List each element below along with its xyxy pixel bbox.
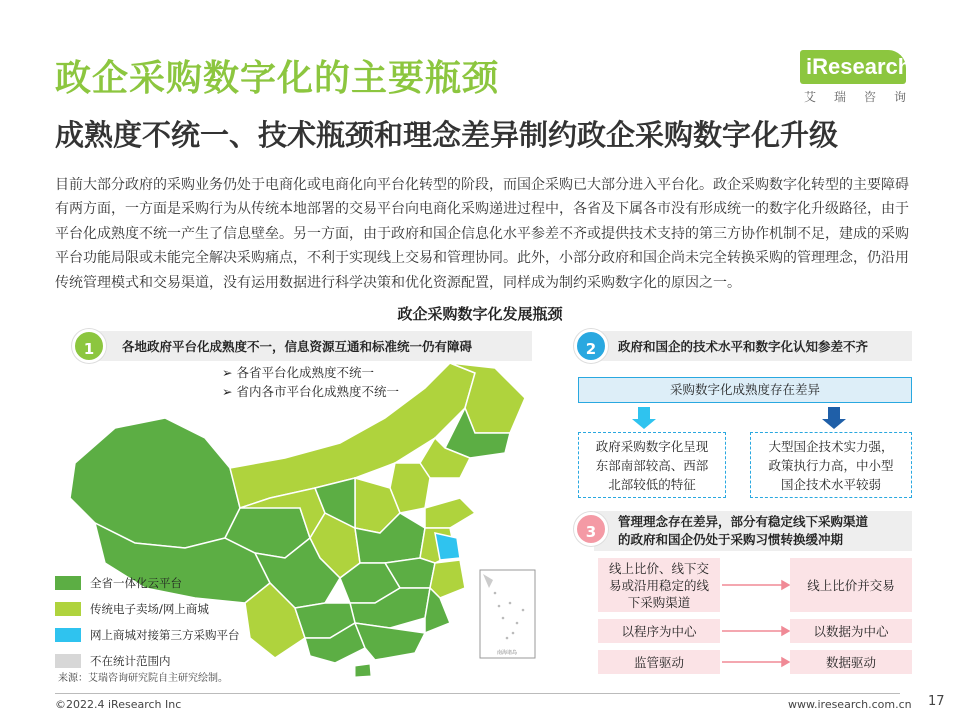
map-region-shandong [425,498,475,528]
footer-website: www.iresearch.com.cn [788,698,912,711]
data-driven-box: 数据驱动 [790,650,912,674]
legend-item: 传统电子卖场/网上商城 [55,596,240,622]
legend-item: 网上商城对接第三方采购平台 [55,622,240,648]
chart-title: 政企采购数字化发展瓶颈 [397,305,563,323]
legend-swatch [55,602,81,616]
legend-item: 全省一体化云平台 [55,570,240,596]
data-center-box: 以数据为中心 [790,619,912,643]
map-inset-label: 南海诸岛 [496,650,518,656]
map-region-west [70,418,240,548]
section2-banner [594,331,912,361]
footer-copyright: ©2022.4 iResearch Inc [55,698,182,711]
footer-divider [55,693,900,694]
section2-arrows [578,405,912,431]
section3-badge: 3 [574,512,608,546]
section3-banner [594,511,912,551]
section3-title-line: 管理理念存在差异，部分有稳定线下采购渠道 [618,514,869,529]
process-center-box: 以程序为中心 [598,619,720,643]
section1-title: 各地政府平台化成熟度不一，信息资源互通和标准统一仍有障碍 [122,339,473,354]
map-legend [55,570,240,674]
section2-badge: 2 [574,329,608,363]
online-trade-box: 线上比价并交易 [790,558,912,612]
maturity-diff-box: 采购数字化成熟度存在差异 [578,377,912,403]
map-region-hainan [355,664,371,677]
section3-title-line: 的政府和国企仍处于采购习惯转换缓冲期 [618,532,844,547]
section2-title: 政府和国企的技术水平和数字化认知参差不齐 [618,339,869,354]
iresearch-logo [800,50,925,110]
section1-banner [92,331,532,361]
section1-badge: 1 [72,329,106,363]
bullet-item: ➢ 各省平台化成熟度不统一 [222,365,374,380]
section1-bullets [222,363,399,401]
page-title: 政企采购数字化的主要瓶颈 [55,58,500,99]
logo-text: iResearch [806,54,912,79]
map-region-shanghai-zhejiang [435,533,460,560]
offline-channel-box: 线上比价、线下交易或沿用稳定的线下采购渠道 [598,558,720,612]
source-note: 来源：艾瑞咨询研究院自主研究绘制。 [58,673,228,684]
section3-arrows [720,558,790,676]
bullet-item: ➢ 省内各市平台化成熟度不统一 [222,384,399,399]
intro-paragraph: 目前大部分政府的采购业务仍处于电商化或电商化向平台化转型的阶段，而国企采购已大部分进入平台化。政企采购数字化转型的主要障碍有两方面，一方面是采购行为从传统本地部署的交易平台向电商化采购递进过程中，各省及下属各市没有形成统一的数字化升级路径，由于平台化成熟度不统一产生了信息壁垒。另一方面，由于政府和国企信息化水平参差不齐或提供技术支持的第三方协作机制不足，建成的采购平台功能局限或未能完全解决采购痛点，不利于实现线上交易和管理协同。此外，小部分政府和国企尚未完全转换采购的管理理念，仍沿用传统管理模式和交易渠道，没有运用数据进行科学决策和优化资源配置，同样成为制约采购数字化的原因之一。 [55,177,909,291]
page-number: 17 [928,694,945,709]
logo-cn-text: 艾瑞咨询 [804,90,925,104]
soe-tech-box: 大型国企技术实力强， 政策执行力高，中小型 国企技术水平较弱 [750,432,912,498]
regulation-driven-box: 监管驱动 [598,650,720,674]
map-region-guangdong [355,623,425,660]
legend-swatch [55,654,81,668]
legend-swatch [55,576,81,590]
legend-swatch [55,628,81,642]
legend-item: 不在统计范围内 [55,648,240,674]
page-subtitle: 成熟度不统一、技术瓶颈和理念差异制约政企采购数字化升级 [55,118,839,152]
gov-digital-box: 政府采购数字化呈现 东部南部较高、西部 北部较低的特征 [578,432,726,498]
